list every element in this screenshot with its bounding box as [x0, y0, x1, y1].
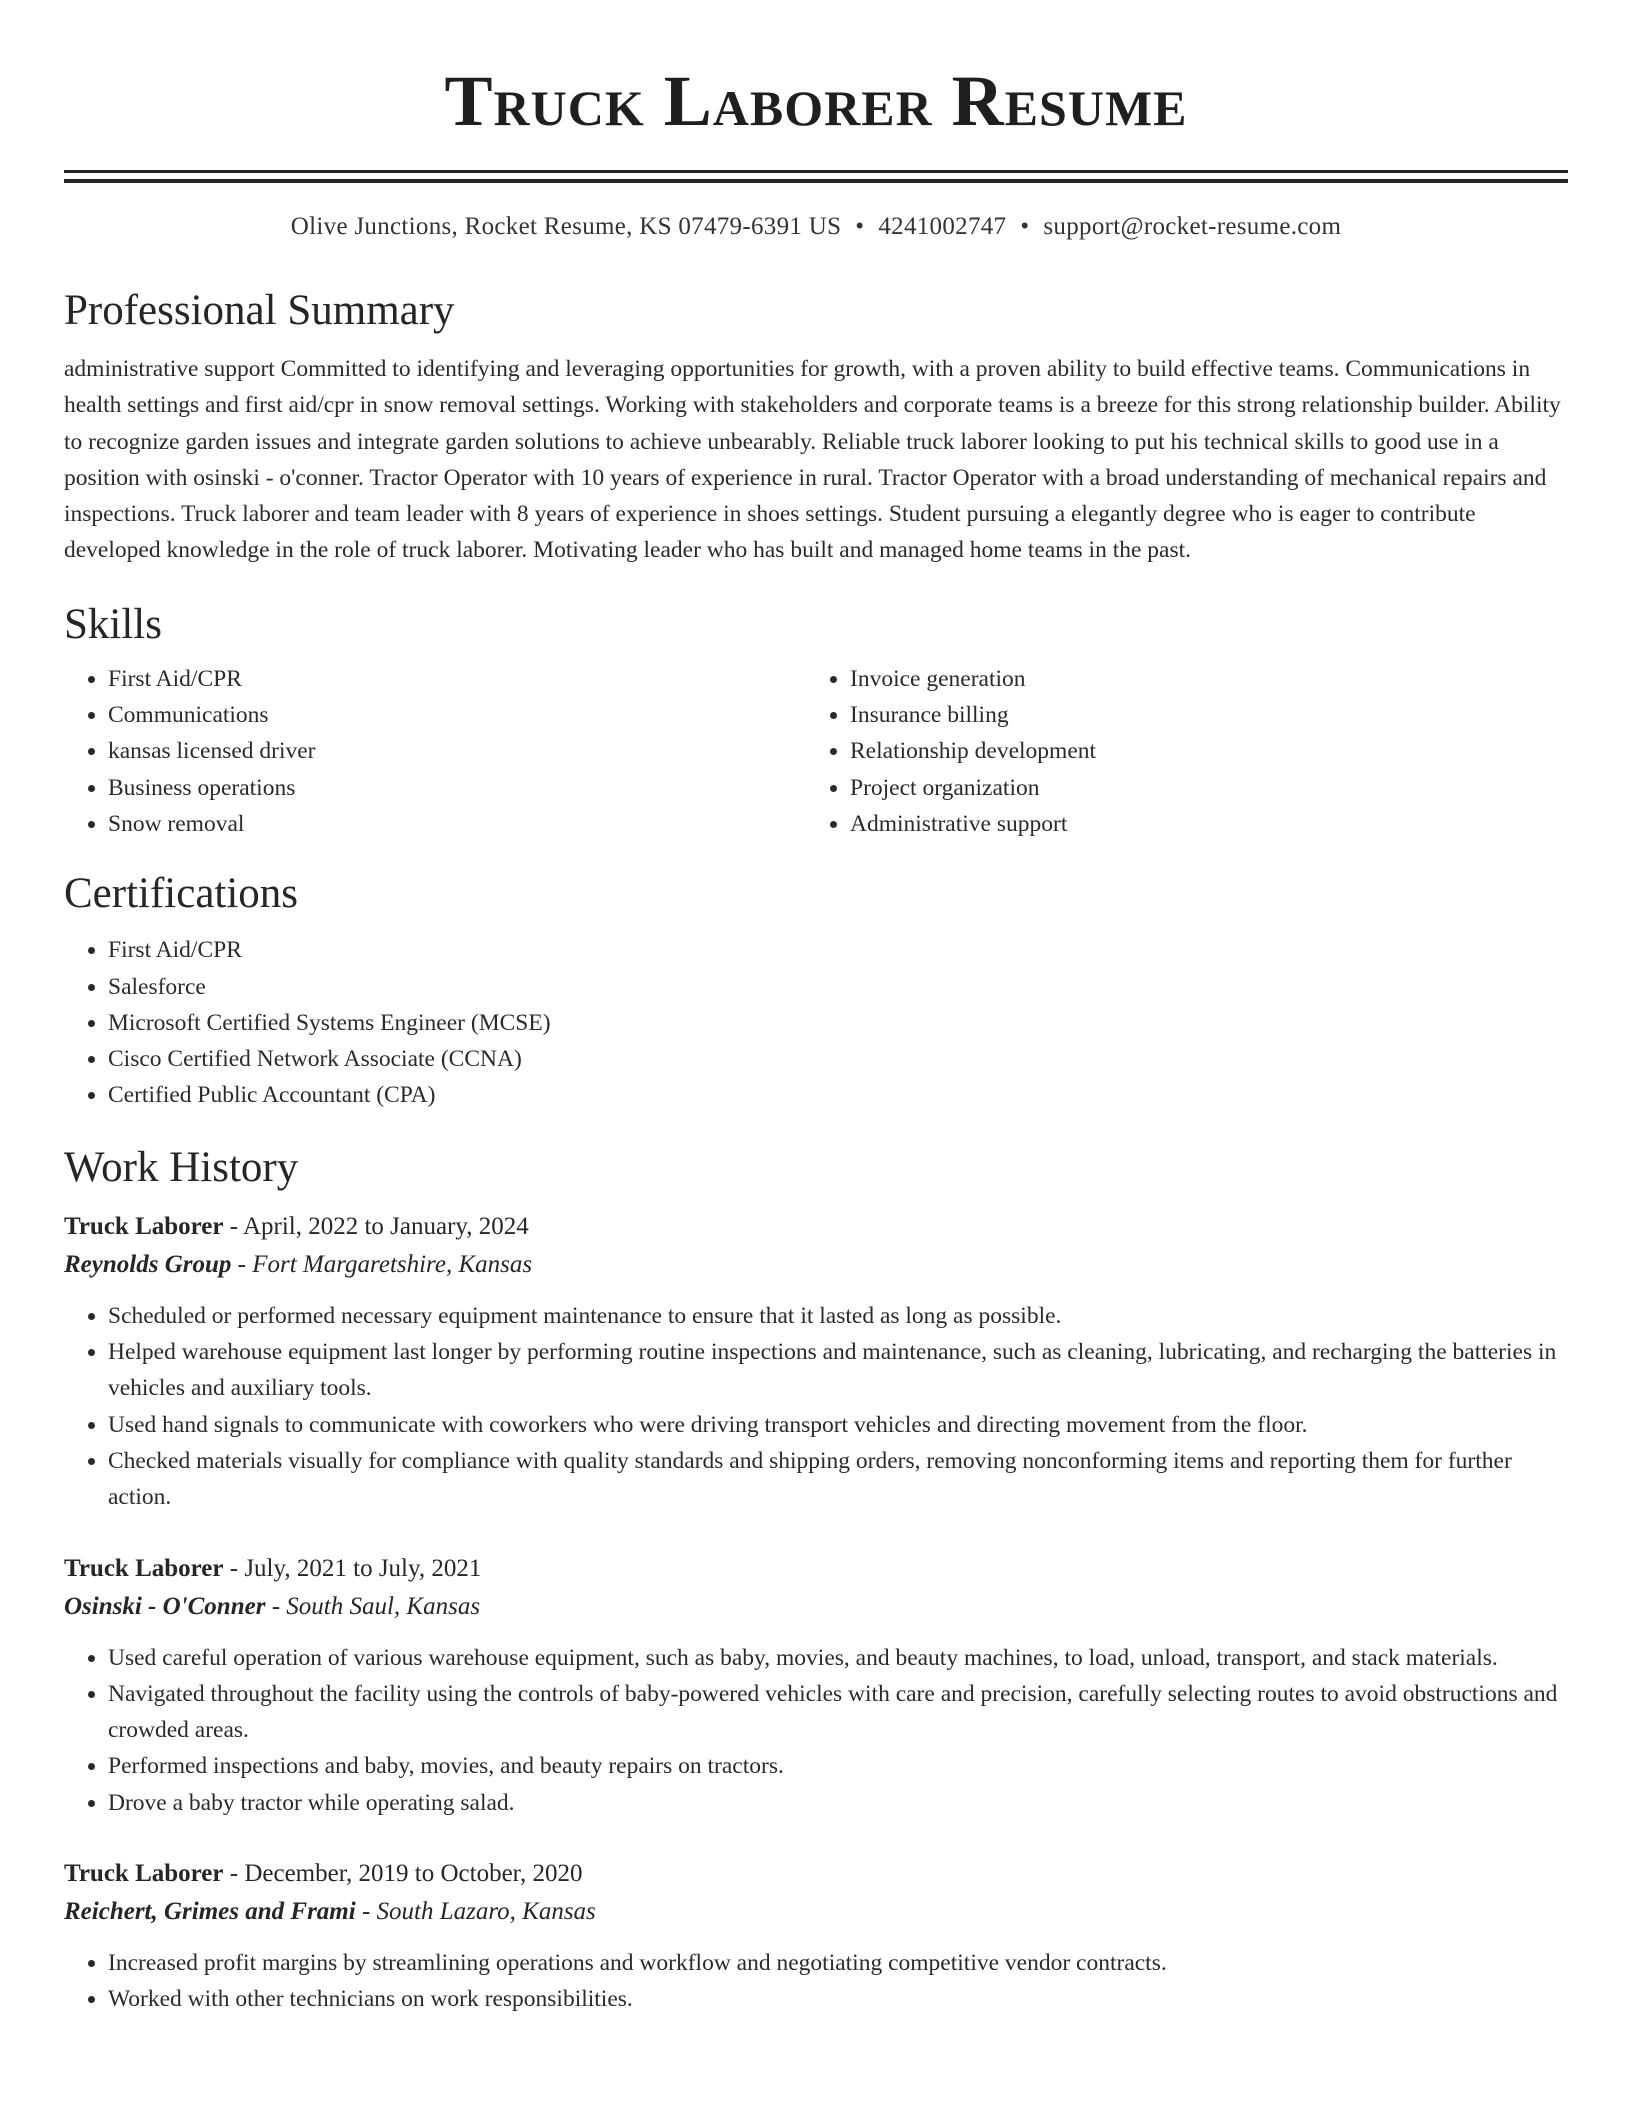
- job-dash: -: [265, 1592, 287, 1620]
- job-dash: -: [223, 1212, 243, 1240]
- job-bullet: • Helped warehouse equipment last longer by performing routine inspections and maintenance, such as cleaning, lubricating, and recharging the batteries in vehicles and auxiliary tools.: [108, 1334, 1568, 1407]
- resume-title: Truck Laborer Resume: [444, 61, 1188, 141]
- job-bullet: • Worked with other technicians on work responsibilities.: [108, 1981, 1568, 2017]
- job-location: South Saul, Kansas: [286, 1592, 481, 1620]
- job-bullet: • Increased profit margins by streamlining operations and workflow and negotiating competitive vendor contracts.: [108, 1945, 1568, 1981]
- certification-item: • First Aid/CPR: [108, 932, 1568, 968]
- job-entry: [64, 1855, 1568, 2018]
- job-bullets: [64, 1640, 1568, 1821]
- skill-item: • Invoice generation: [850, 661, 1548, 697]
- skill-item: • Snow removal: [108, 806, 806, 842]
- job-dash: -: [355, 1898, 377, 1926]
- section-title-summary: Professional Summary: [64, 287, 455, 334]
- section-title-certifications: Certifications: [64, 870, 299, 918]
- job-role: Truck Laborer: [64, 1554, 224, 1582]
- job-company-line: [64, 1893, 1568, 1931]
- contact-separator: •: [1020, 213, 1030, 240]
- job-location: South Lazaro, Kansas: [376, 1898, 596, 1926]
- job-bullet: • Scheduled or performed necessary equipment maintenance to ensure that it lasted as long as possible.: [108, 1298, 1568, 1334]
- job-dates: April, 2022 to January, 2024: [242, 1212, 529, 1240]
- certification-item: • Certified Public Accountant (CPA): [108, 1077, 1568, 1113]
- contact-address: Olive Junctions, Rocket Resume, KS 07479-6391 US: [290, 213, 842, 240]
- section-title-skills: Skills: [64, 600, 162, 648]
- contact-email: support@rocket-resume.com: [1043, 213, 1342, 240]
- job-dash: -: [231, 1250, 253, 1278]
- certifications-list: [64, 932, 1568, 1113]
- job-bullet: • Performed inspections and baby, movies, and beauty repairs on tractors.: [108, 1748, 1568, 1784]
- job-bullet: • Used hand signals to communicate with coworkers who were driving transport vehicles and directing movement from the floor.: [108, 1407, 1568, 1443]
- header-divider-bottom: [64, 179, 1568, 183]
- job-company: Osinski - O'Conner: [64, 1592, 266, 1620]
- skills-column-left: [64, 661, 806, 842]
- skill-item: • Relationship development: [850, 733, 1548, 769]
- job-bullet: • Used careful operation of various warehouse equipment, such as baby, movies, and beauty machines, to load, unload, transport, and stack materials.: [108, 1640, 1568, 1676]
- skills-list: [64, 661, 1568, 842]
- skill-item: • First Aid/CPR: [108, 661, 806, 697]
- skill-item: • Project organization: [850, 770, 1548, 806]
- certification-item: • Cisco Certified Network Associate (CCNA): [108, 1041, 1568, 1077]
- job-company-line: [64, 1588, 1568, 1626]
- job-bullet: • Drove a baby tractor while operating salad.: [108, 1785, 1568, 1821]
- job-company-line: [64, 1246, 1568, 1284]
- job-heading: [64, 1855, 1568, 1893]
- job-entry: [64, 1550, 1568, 1821]
- job-role: Truck Laborer: [64, 1212, 224, 1240]
- job-heading: [64, 1208, 1568, 1246]
- job-heading: [64, 1550, 1568, 1588]
- skill-item: • Administrative support: [850, 806, 1548, 842]
- job-bullet: • Navigated throughout the facility using the controls of baby-powered vehicles with care and precision, carefully selecting routes to avoid obstructions and crowded areas.: [108, 1676, 1568, 1749]
- job-bullet: • Checked materials visually for compliance with quality standards and shipping orders, removing nonconforming items and reporting them for further action.: [108, 1443, 1568, 1516]
- certification-item: • Salesforce: [108, 969, 1568, 1005]
- skills-column-right: [806, 661, 1548, 842]
- skill-item: • Business operations: [108, 770, 806, 806]
- header-divider-top: [64, 170, 1568, 173]
- contact-line: [64, 209, 1568, 245]
- job-bullets: [64, 1945, 1568, 2018]
- summary-text: administrative support Committed to identifying and leveraging opportunities for growth, with a proven ability to build effective teams. Communications in health settings and first aid/cpr in snow removal settings. Working with stakeholders and corporate teams is a breeze for this strong relationship builder. Ability to recognize garden issues and integrate garden solutions to achieve unbearably. Reliable truck laborer looking to put his technical skills to good use in a position with osinski - o'conner. Tractor Operator with 10 years of experience in rural. Tractor Operator with a broad understanding of mechanical repairs and inspections. Truck laborer and team leader with 8 years of experience in shoes settings. Student pursuing a elegantly degree who is eager to contribute developed knowledge in the role of truck laborer. Motivating leader who has built and managed home teams in the past.: [64, 356, 1561, 564]
- job-entry: [64, 1208, 1568, 1516]
- resume-page: [64, 0, 1568, 2018]
- job-dash: -: [223, 1860, 245, 1888]
- job-role: Truck Laborer: [64, 1860, 224, 1888]
- contact-separator: •: [855, 213, 865, 240]
- job-dates: December, 2019 to October, 2020: [244, 1860, 583, 1888]
- job-location: Fort Margaretshire, Kansas: [252, 1250, 533, 1278]
- contact-phone: 4241002747: [878, 213, 1007, 240]
- section-title-work-history: Work History: [64, 1143, 299, 1191]
- job-company: Reynolds Group: [64, 1250, 232, 1278]
- job-dash: -: [223, 1554, 245, 1582]
- job-bullets: [64, 1298, 1568, 1516]
- job-dates: July, 2021 to July, 2021: [244, 1554, 482, 1582]
- skill-item: • Communications: [108, 697, 806, 733]
- job-company: Reichert, Grimes and Frami: [64, 1898, 356, 1926]
- skill-item: • kansas licensed driver: [108, 733, 806, 769]
- certification-item: • Microsoft Certified Systems Engineer (MCSE): [108, 1005, 1568, 1041]
- skill-item: • Insurance billing: [850, 697, 1548, 733]
